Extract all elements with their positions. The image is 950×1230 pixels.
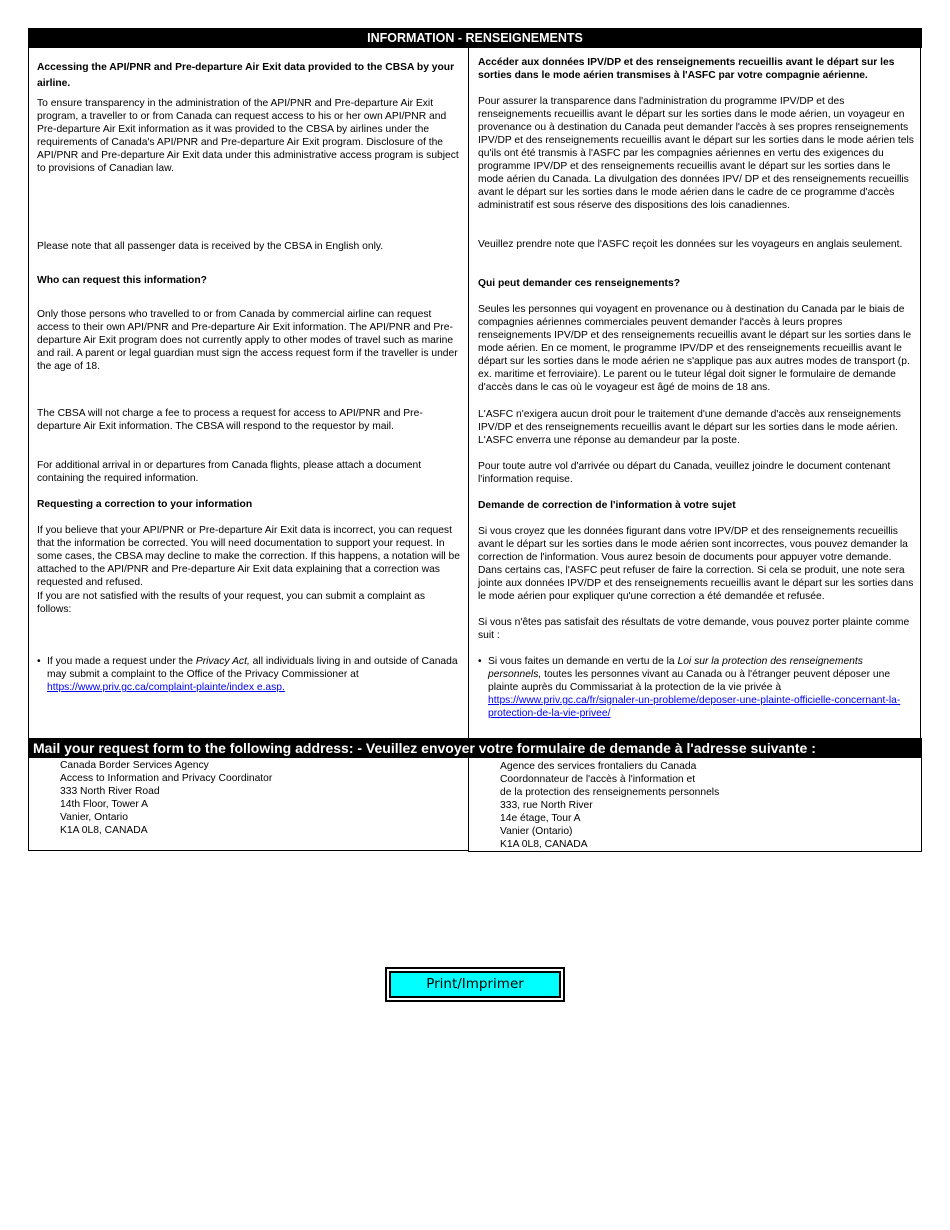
en-fee-text: The CBSA will not charge a fee to process a request for access to API/PNR and Pre-departure Air Exit information. The CBSA will respond to the requestor by mail. [37,408,423,432]
en-language-note: Please note that all passenger data is received by the CBSA in English only. [37,241,384,252]
en-complaint-text: If you are not satisfied with the results of your request, you can submit a complaint as follows: [37,591,426,615]
en-address-line: Canada Border Services Agency [60,760,209,771]
fr-heading: Accéder aux données IPV/DP et des renseignements recueillis avant le départ sur les sorties dans le mode aérien transmises à l'ASFC par votre compagnie aérienne. [478,57,895,81]
en-address-line: K1A 0L8, CANADA [60,825,148,836]
fr-address-line: de la protection des renseignements personnels [500,787,720,798]
en-bullet-text-pre: If you made a request under the [47,656,196,667]
fr-bullet-text-pre: Si vous faites un demande en vertu de la [488,656,678,667]
en-heading: Accessing the API/PNR and Pre-departure Air Exit data provided to the CBSA by your airline. [37,62,455,89]
en-bullet-marker: • [37,656,41,667]
mail-header: Mail your request form to the following address: - Veuillez envoyer votre formulaire de demande à l'adresse suivante : [28,738,922,758]
fr-address-line: Coordonnateur de l'accès à l'information et [500,774,696,785]
en-who-text: Only those persons who travelled to or from Canada by commercial airline can request access to their own API/PNR and Pre-departure Air Exit information. The API/PNR and Pre-departure Air Exit program does not currently apply to other modes of travel such as marine and rail. A parent or legal guardian must sign the access request form if the traveller is under the age of 18. [37,309,458,372]
fr-bullet-marker: • [478,656,482,667]
fr-language-note: Veuillez prendre note que l'ASFC reçoit les données sur les voyageurs en anglais seulement. [478,239,903,250]
fr-privacy-law: Loi sur la protection des renseignements personnels, [488,656,863,680]
fr-mailing-address [500,760,719,851]
en-address-line: 14th Floor, Tower A [60,799,148,810]
fr-additional-flights: Pour toute autre vol d'arrivée ou départ du Canada, veuillez joindre le document contenant l'information requise. [478,461,891,485]
en-bullet-text-post: all individuals living in and outside of Canada may submit a complaint to the Office of the Privacy Commissioner at [47,656,458,680]
print-button[interactable]: Print/Imprimer [389,971,561,998]
section-header: INFORMATION - RENSEIGNEMENTS [28,28,922,48]
fr-address-line: Agence des services frontaliers du Canada [500,761,697,772]
en-correction-heading: Requesting a correction to your information [37,499,253,510]
en-privacy-commissioner-link[interactable]: https://www.priv.gc.ca/complaint-plainte/index e.asp. [47,682,285,693]
fr-intro: Pour assurer la transparence dans l'administration du programme IPV/DP et des renseignements recueillis avant le départ sur les sorties dans le mode aérien, un voyageur en provenance ou à destination du Canada peut demander l'accès à ses propres renseignements IPV/DP et des renseignements recueillis avant le départ sur les sorties dans le mode aérien tels qu'ils ont été transmis à l'ASFC par les compagnies aériennes en vertu des exigences du programme IPV/DP et des renseignements recueillis avant le départ sur les sorties dans le mode aérien du Canada. La divulgation des données IPV/ DP et des renseignements recueillis avant le départ sur les sorties dans le mode aérien dans le cadre de ce programme d'accès administratif est sous réserve des dispositions des lois canadiennes. [478,96,914,211]
fr-address-line: K1A 0L8, CANADA [500,839,588,850]
fr-privacy-commissioner-link[interactable]: https://www.priv.gc.ca/fr/signaler-un-probleme/deposer-une-plainte-officielle-concernant-la-protection-de-la-vie-privee/ [488,695,901,719]
en-intro: To ensure transparency in the administration of the API/PNR and Pre-departure Air Exit program, a traveller to or from Canada can request access to his or her own API/PNR and Pre-departure Air Exit information as it was provided to the CBSA by airlines under the requirements of Canada's API/PNR and Pre-departure Air Exit program. Disclosure of the API/PNR and Pre-departure Air Exit data under this administrative access program is subject to provisions of Canadian law. [37,98,459,174]
en-additional-flights: For additional arrival in or departures from Canada flights, please attach a document containing the required information. [37,460,422,484]
fr-address-line: 333, rue North River [500,800,593,811]
fr-who-heading: Qui peut demander ces renseignements? [478,278,680,289]
en-address-line: Vanier, Ontario [60,812,128,823]
en-address-line: Access to Information and Privacy Coordinator [60,773,273,784]
fr-who-text: Seules les personnes qui voyagent en provenance ou à destination du Canada par le biais de compagnies aériennes commerciales peuvent demander l'accès à leurs propres renseignements IPV/DP et des renseignements recueillis avant le départ sur les sorties dans le mode aérien. En ce moment, le programme IPV/DP et des renseignements recueillis avant le départ sur les sorties dans le mode aérien ne s'applique pas aux autres modes de transport (p. ex. maritime et ferroviaire). Le parent ou le tuteur légal doit signer le formulaire de demande d'accès dans le cas où le voyageur est âgé de moins de 18 ans. [478,304,912,393]
column-divider [468,48,469,738]
en-correction-text: If you believe that your API/PNR or Pre-departure Air Exit data is incorrect, you can request that the information be corrected. You will need documentation to support your request. In some cases, the CBSA may decline to make the correction. If this happens, a notation will be attached to the API/PNR and Pre-departure Air Exit data explaining that a correction was requested and refused. [37,525,460,588]
en-privacy-act: Privacy Act, [195,656,250,667]
fr-address-line: 14e étage, Tour A [500,813,581,824]
fr-complaint-text: Si vous n'êtes pas satisfait des résultats de votre demande, vous pouvez porter plainte comme suit : [478,617,910,641]
fr-correction-text: Si vous croyez que les données figurant dans votre IPV/DP et des renseignements recueillis avant le départ sur les sorties dans le mode aérien sont incorrectes, vous pouvez demander la correction de l'information. Vous aurez besoin de documents pour appuyer votre demande. Dans certains cas, l'ASFC peut refuser de faire la correction. Si cela se produit, une note sera jointe aux données IPV/DP et des renseignements recueillis avant le départ sur les sorties dans le mode aérien pour expliquer qu'une correction a été demandée et refusée. [478,526,914,602]
en-mailing-address [60,759,272,837]
fr-address-line: Vanier (Ontario) [500,826,573,837]
fr-correction-heading: Demande de correction de l'information à votre sujet [478,500,736,511]
fr-complaint-bullet [488,655,914,720]
fr-fee-text: L'ASFC n'exigera aucun droit pour le traitement d'une demande d'accès aux renseignements IPV/DP et des renseignements recueillis avant le départ sur les sorties dans le mode aérien. L'ASFC enverra une réponse au demandeur par la poste. [478,409,901,446]
fr-bullet-text-post: toutes les personnes vivant au Canada ou à l'étranger peuvent déposer une plainte auprès du Commissariat à la protection de la vie privée à [488,669,891,693]
en-complaint-bullet [47,655,459,694]
en-address-line: 333 North River Road [60,786,160,797]
en-who-heading: Who can request this information? [37,275,207,286]
